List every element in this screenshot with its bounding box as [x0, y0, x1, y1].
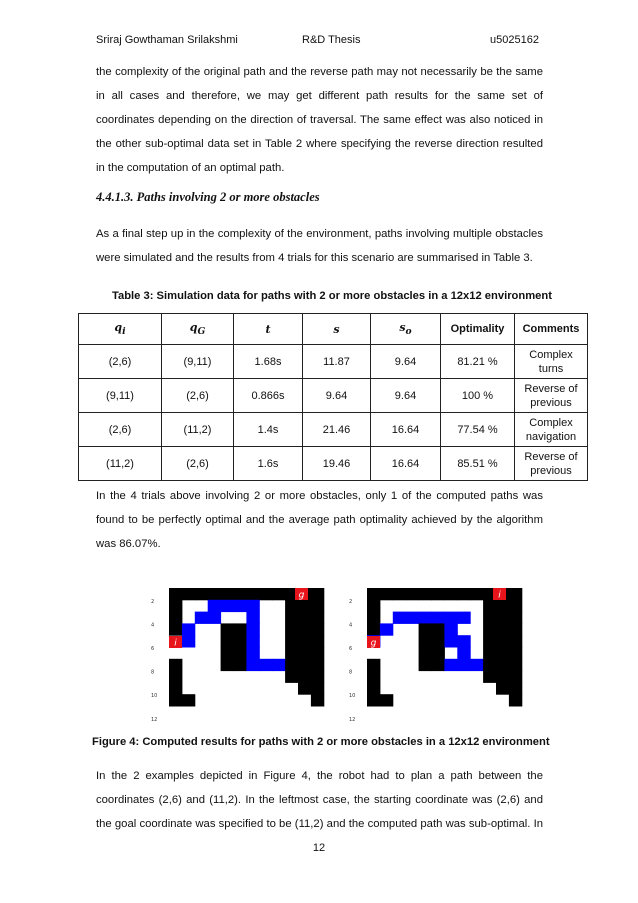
obstacle-cell — [298, 647, 311, 659]
obstacle-cell — [298, 623, 311, 635]
cell-s: 19.46 — [303, 447, 371, 481]
obstacle-cell — [234, 623, 247, 635]
path-cell — [457, 647, 470, 659]
page-number: 12 — [312, 842, 326, 854]
path-cell — [419, 612, 432, 624]
obstacle-cell — [285, 623, 298, 635]
path-cell — [406, 612, 419, 624]
obstacle-cell — [298, 659, 311, 671]
obstacle-cell — [444, 588, 457, 600]
obstacle-cell — [419, 635, 432, 647]
obstacle-cell — [483, 612, 496, 624]
cell-qg: (11,2) — [162, 413, 234, 447]
obstacle-cell — [509, 694, 522, 706]
cell-qi: (2,6) — [79, 345, 162, 379]
cell-optimality: 100 % — [441, 379, 515, 413]
cell-s: 9.64 — [303, 379, 371, 413]
obstacle-cell — [221, 635, 234, 647]
path-cell — [234, 600, 247, 612]
obstacle-cell — [221, 647, 234, 659]
obstacle-cell — [483, 659, 496, 671]
paragraph-2 — [96, 222, 543, 270]
text-line: was 86.07%. — [96, 538, 161, 550]
obstacle-cell — [182, 588, 195, 600]
obstacle-cell — [419, 659, 432, 671]
obstacle-cell — [259, 588, 272, 600]
path-cell — [457, 659, 470, 671]
obstacle-cell — [470, 588, 483, 600]
path-cell — [457, 612, 470, 624]
y-tick-label: 4 — [349, 622, 353, 629]
table-row — [79, 379, 588, 413]
goal-label: g — [370, 638, 377, 649]
paragraph-4 — [96, 764, 543, 836]
header-t: t — [234, 314, 303, 345]
obstacle-cell — [311, 588, 324, 600]
cell-qg: (9,11) — [162, 345, 234, 379]
path-cell — [444, 635, 457, 647]
obstacle-cell — [509, 635, 522, 647]
obstacle-cell — [367, 671, 380, 683]
y-tick-label: 4 — [151, 622, 155, 629]
obstacle-cell — [483, 671, 496, 683]
table-row — [79, 447, 588, 481]
obstacle-cell — [221, 623, 234, 635]
header-title: R&D Thesis — [302, 34, 361, 46]
path-cell — [208, 612, 221, 624]
obstacle-cell — [496, 612, 509, 624]
obstacle-cell — [367, 659, 380, 671]
obstacle-cell — [234, 647, 247, 659]
cell-s: 21.46 — [303, 413, 371, 447]
table-header-row — [79, 314, 588, 345]
obstacle-cell — [432, 588, 445, 600]
obstacle-cell — [496, 671, 509, 683]
obstacle-cell — [509, 623, 522, 635]
header-comments: Comments — [515, 314, 588, 345]
text-line: found to be perfectly optimal and the average path optimality achieved by the algorithm — [96, 514, 543, 526]
obstacle-cell — [367, 682, 380, 694]
obstacle-cell — [285, 600, 298, 612]
y-tick-label: 8 — [151, 669, 155, 676]
obstacle-cell — [311, 682, 324, 694]
text-line: the goal coordinate was specified to be (11,2) and the computed path was sub-optimal. In — [96, 818, 543, 830]
path-cell — [182, 623, 195, 635]
text-line: As a final step up in the complexity of the environment, paths involving multiple obstacles — [96, 228, 543, 240]
text-line: coordinates (2,6) and (11,2). In the leftmost case, the starting coordinate was (2,6) and — [96, 794, 543, 806]
text-line: the other sub-optimal data set in Table 2 where specifying the reverse direction resulted — [96, 138, 543, 150]
obstacle-cell — [272, 588, 285, 600]
obstacle-cell — [509, 647, 522, 659]
cell-t: 1.68s — [234, 345, 303, 379]
y-tick-label: 12 — [349, 716, 356, 723]
obstacle-cell — [285, 635, 298, 647]
y-tick-label: 10 — [151, 693, 158, 700]
obstacle-cell — [483, 635, 496, 647]
header-optimality: Optimality — [441, 314, 515, 345]
header-id: u5025162 — [490, 34, 539, 46]
obstacle-cell — [311, 623, 324, 635]
section-heading: 4.4.1.3. Paths involving 2 or more obstacles — [96, 190, 320, 204]
path-cell — [444, 659, 457, 671]
obstacle-cell — [483, 647, 496, 659]
obstacle-cell — [509, 588, 522, 600]
path-cell — [221, 600, 234, 612]
y-tick-label: 10 — [349, 693, 356, 700]
obstacle-cell — [221, 588, 234, 600]
obstacle-cell — [246, 588, 259, 600]
start-label: i — [174, 638, 177, 649]
obstacle-cell — [311, 612, 324, 624]
obstacle-cell — [169, 588, 182, 600]
obstacle-cell — [380, 694, 393, 706]
cell-comments: Reverse of previous — [515, 379, 588, 413]
cell-optimality: 77.54 % — [441, 413, 515, 447]
path-cell — [182, 635, 195, 647]
obstacle-cell — [419, 647, 432, 659]
obstacle-cell — [221, 659, 234, 671]
obstacle-cell — [432, 623, 445, 635]
path-cell — [444, 623, 457, 635]
obstacle-cell — [367, 694, 380, 706]
obstacle-cell — [285, 659, 298, 671]
path-cell — [246, 600, 259, 612]
cell-t: 1.4s — [234, 413, 303, 447]
obstacle-cell — [432, 635, 445, 647]
obstacle-cell — [483, 600, 496, 612]
cell-t: 0.866s — [234, 379, 303, 413]
table-row — [79, 345, 588, 379]
obstacle-cell — [311, 671, 324, 683]
y-tick-label: 2 — [151, 598, 155, 605]
path-cell — [246, 647, 259, 659]
text-line: coordinates depending on the direction of traversal. The same effect was also noticed in — [96, 114, 543, 126]
text-line: in the computation of an optimal path. — [96, 162, 285, 174]
obstacle-cell — [311, 647, 324, 659]
path-cell — [246, 612, 259, 624]
obstacle-cell — [509, 612, 522, 624]
cell-comments: Complex turns — [515, 345, 588, 379]
y-tick-label: 12 — [151, 716, 158, 723]
cell-so: 9.64 — [371, 379, 441, 413]
obstacle-cell — [311, 635, 324, 647]
path-cell — [470, 659, 483, 671]
obstacle-cell — [169, 612, 182, 624]
path-cell — [393, 612, 406, 624]
obstacle-cell — [298, 612, 311, 624]
obstacle-cell — [311, 694, 324, 706]
grid-figure-right — [341, 578, 525, 728]
obstacle-cell — [367, 623, 380, 635]
obstacle-cell — [496, 682, 509, 694]
figure-caption: Figure 4: Computed results for paths with 2 or more obstacles in a 12x12 environment — [92, 736, 550, 748]
paragraph-1 — [96, 60, 543, 180]
obstacle-cell — [311, 600, 324, 612]
text-line: the complexity of the original path and the reverse path may not necessarily be the same — [96, 66, 543, 78]
obstacle-cell — [509, 600, 522, 612]
table-caption: Table 3: Simulation data for paths with 2 or more obstacles in a 12x12 environment — [112, 290, 552, 302]
obstacle-cell — [432, 659, 445, 671]
obstacle-cell — [419, 623, 432, 635]
y-tick-label: 2 — [349, 598, 353, 605]
obstacle-cell — [509, 671, 522, 683]
header-so: $s_o$ — [371, 314, 441, 345]
obstacle-cell — [169, 623, 182, 635]
table-row — [79, 413, 588, 447]
obstacle-cell — [285, 612, 298, 624]
header-qg: $q_G$ — [162, 314, 234, 345]
cell-qi: (2,6) — [79, 413, 162, 447]
header-qi: $q_i$ — [79, 314, 162, 345]
cell-t: 1.6s — [234, 447, 303, 481]
header-author: Sriraj Gowthaman Srilakshmi — [96, 34, 238, 46]
cell-so: 16.64 — [371, 447, 441, 481]
obstacle-cell — [169, 600, 182, 612]
obstacle-cell — [393, 588, 406, 600]
paragraph-3 — [96, 484, 543, 556]
obstacle-cell — [298, 682, 311, 694]
start-label: i — [498, 590, 501, 601]
path-cell — [272, 659, 285, 671]
obstacle-cell — [509, 682, 522, 694]
obstacle-cell — [496, 635, 509, 647]
cell-comments: Complex navigation — [515, 413, 588, 447]
obstacle-cell — [457, 588, 470, 600]
path-cell — [246, 623, 259, 635]
obstacle-cell — [298, 635, 311, 647]
obstacle-cell — [208, 588, 221, 600]
obstacle-cell — [432, 647, 445, 659]
path-cell — [432, 612, 445, 624]
cell-optimality: 81.21 % — [441, 345, 515, 379]
y-tick-label: 8 — [349, 669, 353, 676]
obstacle-cell — [234, 635, 247, 647]
obstacle-cell — [496, 600, 509, 612]
obstacle-cell — [406, 588, 419, 600]
obstacle-cell — [182, 694, 195, 706]
path-cell — [208, 600, 221, 612]
path-cell — [444, 612, 457, 624]
obstacle-cell — [367, 588, 380, 600]
obstacle-cell — [169, 694, 182, 706]
cell-so: 16.64 — [371, 413, 441, 447]
obstacle-cell — [496, 623, 509, 635]
cell-comments: Reverse of previous — [515, 447, 588, 481]
obstacle-cell — [285, 671, 298, 683]
obstacle-cell — [419, 588, 432, 600]
obstacle-cell — [298, 600, 311, 612]
cell-so: 9.64 — [371, 345, 441, 379]
obstacle-cell — [298, 671, 311, 683]
obstacle-cell — [380, 588, 393, 600]
path-cell — [457, 635, 470, 647]
text-line: in all cases and therefore, we may get different path results for the same set of — [96, 90, 543, 102]
cell-qg: (2,6) — [162, 379, 234, 413]
text-line: In the 4 trials above involving 2 or more obstacles, only 1 of the computed paths was — [96, 490, 543, 502]
path-cell — [246, 659, 259, 671]
obstacle-cell — [169, 682, 182, 694]
simulation-table — [78, 313, 588, 481]
header-s: s — [303, 314, 371, 345]
grid-figure-left — [143, 578, 327, 728]
obstacle-cell — [483, 623, 496, 635]
y-tick-label: 6 — [151, 646, 155, 652]
obstacle-cell — [169, 659, 182, 671]
obstacle-cell — [496, 659, 509, 671]
obstacle-cell — [169, 671, 182, 683]
obstacle-cell — [311, 659, 324, 671]
obstacle-cell — [234, 659, 247, 671]
path-cell — [246, 635, 259, 647]
path-cell — [259, 659, 272, 671]
path-cell — [195, 612, 208, 624]
y-tick-label: 6 — [349, 646, 353, 652]
obstacle-cell — [509, 659, 522, 671]
cell-qi: (11,2) — [79, 447, 162, 481]
obstacle-cell — [367, 612, 380, 624]
goal-label: g — [298, 590, 305, 601]
cell-s: 11.87 — [303, 345, 371, 379]
obstacle-cell — [496, 647, 509, 659]
obstacle-cell — [367, 600, 380, 612]
path-cell — [380, 623, 393, 635]
obstacle-cell — [234, 588, 247, 600]
obstacle-cell — [195, 588, 208, 600]
text-line: In the 2 examples depicted in Figure 4, the robot had to plan a path between the — [96, 770, 543, 782]
cell-optimality: 85.51 % — [441, 447, 515, 481]
cell-qi: (9,11) — [79, 379, 162, 413]
cell-qg: (2,6) — [162, 447, 234, 481]
obstacle-cell — [285, 647, 298, 659]
text-line: were simulated and the results from 4 trials for this scenario are summarised in Table 3. — [96, 252, 533, 264]
